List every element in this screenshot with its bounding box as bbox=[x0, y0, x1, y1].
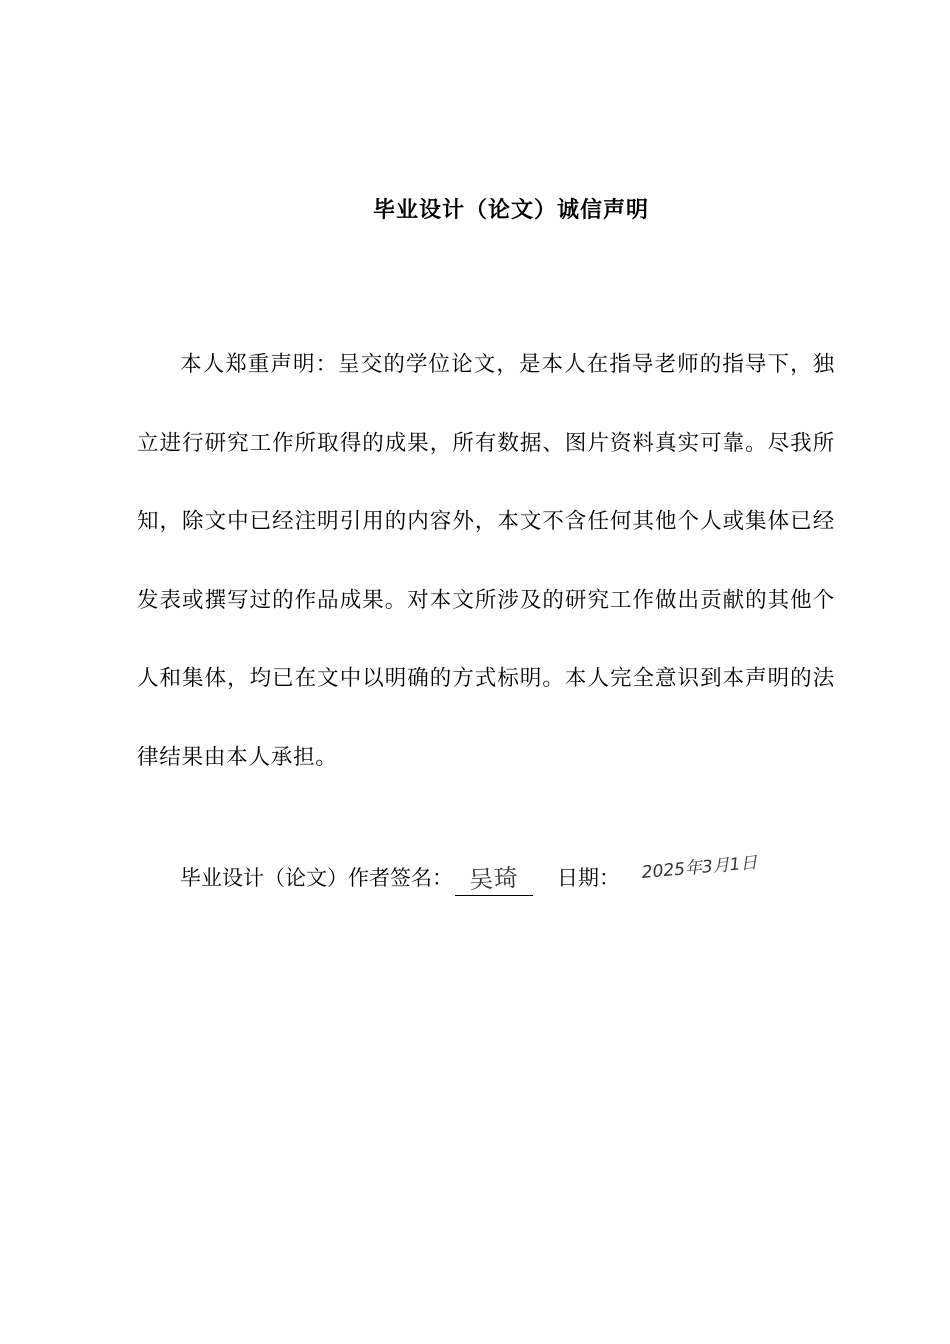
document-title: 毕业设计（论文）诚信声明 bbox=[372, 198, 649, 223]
handwritten-signature: 吴琦 bbox=[468, 863, 520, 895]
signature-field bbox=[455, 863, 533, 896]
signature-line bbox=[180, 860, 620, 896]
signature-label: 毕业设计（论文）作者签名： bbox=[180, 866, 453, 890]
handwritten-date: 2025年3月1日 bbox=[640, 852, 759, 884]
date-label: 日期： bbox=[557, 866, 620, 890]
statement-paragraph: 本人郑重声明：呈交的学位论文，是本人在指导老师的指导下，独立进行研究工作所取得的成果，所有数据、图片资料真实可靠。尽我所知，除文中已经注明引用的内容外，本文不含任何其他个人或集体已经发表或撰写过的作品成果。对本文所涉及的研究工作做出贡献的其他个人和集体，均已在文中以明确的方式标明。本人完全意识到本声明的法律结果由本人承担。 bbox=[137, 352, 835, 770]
